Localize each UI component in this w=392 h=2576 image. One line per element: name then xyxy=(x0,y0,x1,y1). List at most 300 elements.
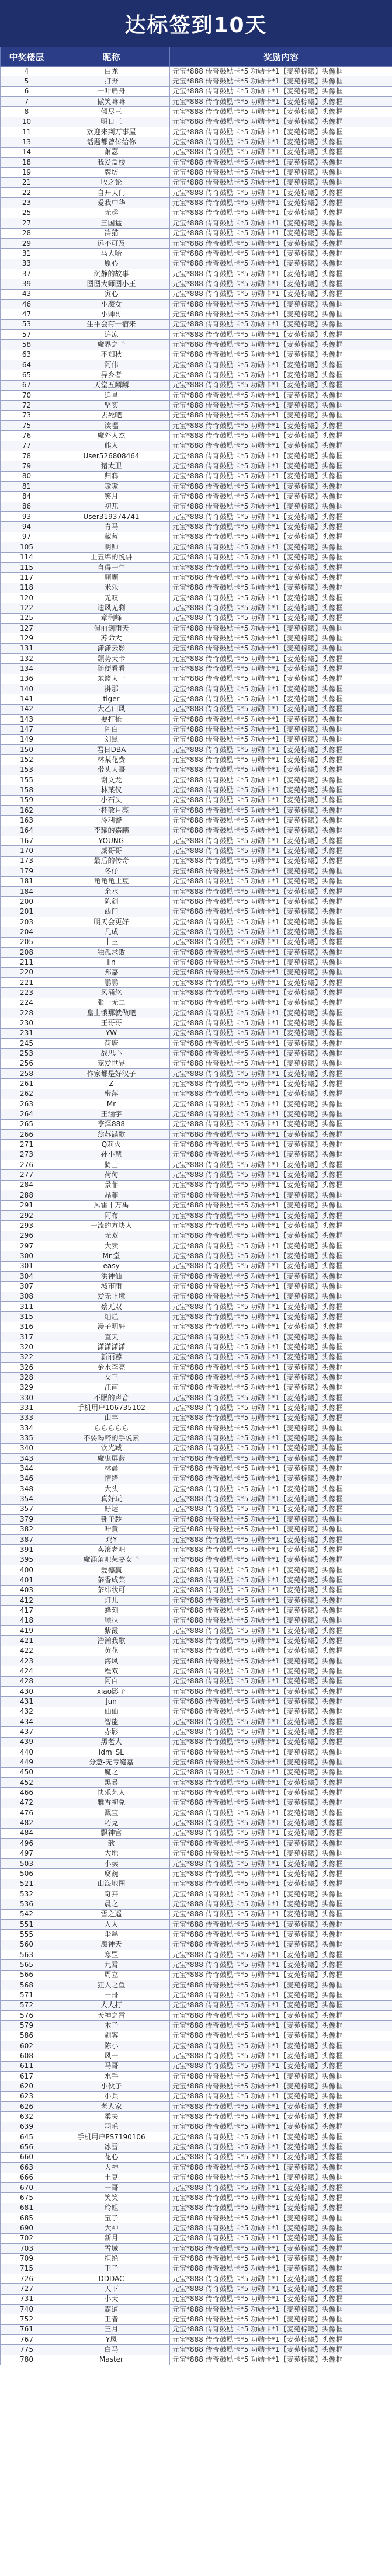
nickname-cell: 蜜萍 xyxy=(53,1089,170,1099)
table-row xyxy=(1,2193,392,2203)
reward-cell: 元宝*888 传奇鼓励卡*5 功勋卡*1【麦苑棕曦】头像框 xyxy=(170,1717,392,1727)
floor-cell: 94 xyxy=(1,522,53,532)
table-row xyxy=(1,218,392,228)
nickname-cell: 赤影 xyxy=(53,1727,170,1737)
table-row xyxy=(1,259,392,269)
reward-cell: 元宝*888 传奇鼓励卡*5 功勋卡*1【麦苑棕曦】头像框 xyxy=(170,2091,392,2101)
reward-cell: 元宝*888 传奇鼓励卡*5 功勋卡*1【麦苑棕曦】头像框 xyxy=(170,1524,392,1534)
table-row xyxy=(1,1059,392,1068)
reward-cell: 元宝*888 传奇鼓励卡*5 功勋卡*1【麦苑棕曦】头像框 xyxy=(170,664,392,674)
nickname-cell: 爱德赢 xyxy=(53,1565,170,1575)
floor-cell: 23 xyxy=(1,198,53,208)
table-row xyxy=(1,2264,392,2274)
reward-cell: 元宝*888 传奇鼓励卡*5 功勋卡*1【麦苑棕曦】头像框 xyxy=(170,1747,392,1757)
floor-cell: 300 xyxy=(1,1251,53,1261)
table-row xyxy=(1,86,392,96)
reward-cell: 元宝*888 传奇鼓励卡*5 功勋卡*1【麦苑棕曦】头像框 xyxy=(170,937,392,947)
floor-cell: 81 xyxy=(1,482,53,492)
nickname-cell: 女王 xyxy=(53,1373,170,1383)
reward-cell: 元宝*888 传奇鼓励卡*5 功勋卡*1【麦苑棕曦】头像框 xyxy=(170,391,392,401)
table-row xyxy=(1,1930,392,1940)
nickname-cell: 仙仙 xyxy=(53,1707,170,1717)
floor-cell: 4 xyxy=(1,67,53,76)
nickname-cell: 爱我中华 xyxy=(53,198,170,208)
table-row xyxy=(1,441,392,451)
table-row xyxy=(1,279,392,289)
floor-cell: 127 xyxy=(1,623,53,633)
reward-cell: 元宝*888 传奇鼓励卡*5 功勋卡*1【麦苑棕曦】头像框 xyxy=(170,1393,392,1403)
nickname-cell: 倾尽三 xyxy=(53,107,170,117)
floor-cell: 64 xyxy=(1,360,53,370)
nickname-cell: 饮光臧 xyxy=(53,1443,170,1453)
page-title: 达标签到10天 xyxy=(0,0,392,47)
reward-cell: 元宝*888 传奇鼓励卡*5 功勋卡*1【麦苑棕曦】头像框 xyxy=(170,1585,392,1595)
floor-cell: 256 xyxy=(1,1059,53,1068)
reward-cell: 元宝*888 传奇鼓励卡*5 功勋卡*1【麦苑棕曦】头像框 xyxy=(170,350,392,360)
nickname-cell: 白龙 xyxy=(53,67,170,76)
nickname-cell: 沉静的故事 xyxy=(53,269,170,279)
table-row xyxy=(1,988,392,998)
table-row xyxy=(1,1231,392,1241)
nickname-cell: 灯儿 xyxy=(53,1595,170,1605)
nickname-cell: 冷猫 xyxy=(53,228,170,238)
reward-cell: 元宝*888 传奇鼓励卡*5 功勋卡*1【麦苑棕曦】头像框 xyxy=(170,1676,392,1686)
floor-cell: 253 xyxy=(1,1049,53,1059)
table-row xyxy=(1,1039,392,1049)
table-row xyxy=(1,593,392,603)
nickname-cell: 老人家 xyxy=(53,2102,170,2112)
floor-cell: 77 xyxy=(1,441,53,451)
table-row xyxy=(1,1504,392,1514)
reward-cell: 元宝*888 传奇鼓励卡*5 功勋卡*1【麦苑棕曦】头像框 xyxy=(170,1970,392,1980)
reward-cell: 元宝*888 传奇鼓励卡*5 功勋卡*1【麦苑棕曦】头像框 xyxy=(170,471,392,481)
table-row xyxy=(1,1261,392,1271)
nickname-cell: 三国猛 xyxy=(53,218,170,228)
reward-cell: 元宝*888 传奇鼓励卡*5 功勋卡*1【麦苑棕曦】头像框 xyxy=(170,1180,392,1190)
nickname-cell: 霸道 xyxy=(53,2304,170,2314)
floor-cell: 317 xyxy=(1,1332,53,1342)
table-row xyxy=(1,1960,392,1970)
floor-cell: 18 xyxy=(1,158,53,168)
reward-cell: 元宝*888 传奇鼓励卡*5 功勋卡*1【麦苑棕曦】头像框 xyxy=(170,694,392,704)
floor-cell: 331 xyxy=(1,1403,53,1413)
table-row xyxy=(1,1818,392,1828)
nickname-cell: 林某花费 xyxy=(53,755,170,765)
reward-cell: 元宝*888 传奇鼓励卡*5 功勋卡*1【麦苑棕曦】头像框 xyxy=(170,1889,392,1899)
table-row xyxy=(1,97,392,107)
reward-cell: 元宝*888 传奇鼓励卡*5 功勋卡*1【麦苑棕曦】头像框 xyxy=(170,1788,392,1798)
table-row xyxy=(1,451,392,461)
reward-cell: 元宝*888 传奇鼓励卡*5 功勋卡*1【麦苑棕曦】头像框 xyxy=(170,401,392,410)
nickname-cell: 真好玩 xyxy=(53,1494,170,1504)
floor-cell: 6 xyxy=(1,86,53,96)
nickname-cell: 灿烂 xyxy=(53,1312,170,1322)
nickname-cell: 冬仔 xyxy=(53,866,170,876)
reward-cell: 元宝*888 传奇鼓励卡*5 功勋卡*1【麦苑棕曦】头像框 xyxy=(170,1950,392,1959)
reward-cell: 元宝*888 传奇鼓励卡*5 功勋卡*1【麦苑棕曦】头像框 xyxy=(170,1069,392,1079)
table-row xyxy=(1,715,392,725)
table-row xyxy=(1,1899,392,1909)
floor-cell: 476 xyxy=(1,1808,53,1818)
reward-cell: 元宝*888 传奇鼓励卡*5 功勋卡*1【麦苑棕曦】头像框 xyxy=(170,745,392,755)
reward-cell: 元宝*888 传奇鼓励卡*5 功勋卡*1【麦苑棕曦】头像框 xyxy=(170,502,392,511)
nickname-cell: 天堂五麟麟 xyxy=(53,380,170,390)
table-row xyxy=(1,2000,392,2010)
table-row xyxy=(1,1778,392,1788)
reward-cell: 元宝*888 传奇鼓励卡*5 功勋卡*1【麦苑棕曦】头像框 xyxy=(170,1119,392,1129)
floor-cell: 73 xyxy=(1,410,53,420)
reward-cell: 元宝*888 传奇鼓励卡*5 功勋卡*1【麦苑棕曦】头像框 xyxy=(170,907,392,917)
reward-cell: 元宝*888 传奇鼓励卡*5 功勋卡*1【麦苑棕曦】头像框 xyxy=(170,1636,392,1646)
reward-cell: 元宝*888 传奇鼓励卡*5 功勋卡*1【麦苑棕曦】头像框 xyxy=(170,1575,392,1585)
nickname-cell: 笑笑 xyxy=(53,2193,170,2203)
table-row xyxy=(1,2254,392,2264)
floor-cell: 147 xyxy=(1,725,53,734)
nickname-cell: 金水李亮 xyxy=(53,1363,170,1373)
table-row xyxy=(1,1342,392,1352)
nickname-cell: 新丽蓉 xyxy=(53,1352,170,1362)
table-row xyxy=(1,1879,392,1889)
nickname-cell: 天神之雷 xyxy=(53,2011,170,2021)
reward-cell: 元宝*888 传奇鼓励卡*5 功勋卡*1【麦苑棕曦】头像框 xyxy=(170,1625,392,1635)
floor-cell: 70 xyxy=(1,391,53,401)
nickname-cell: 初兀 xyxy=(53,502,170,511)
floor-cell: 150 xyxy=(1,745,53,755)
table-row xyxy=(1,856,392,866)
nickname-cell: 随便看看 xyxy=(53,664,170,674)
nickname-cell: 茶纬状可 xyxy=(53,1585,170,1595)
reward-cell: 元宝*888 传奇鼓励卡*5 功勋卡*1【麦苑棕曦】头像框 xyxy=(170,643,392,653)
nickname-cell: 白马 xyxy=(53,2345,170,2355)
table-row xyxy=(1,1980,392,1990)
reward-cell: 元宝*888 传奇鼓励卡*5 功勋卡*1【麦苑棕曦】头像框 xyxy=(170,1595,392,1605)
table-row xyxy=(1,147,392,157)
table-row xyxy=(1,238,392,248)
floor-cell: 179 xyxy=(1,866,53,876)
table-row xyxy=(1,2203,392,2213)
nickname-cell: 一杯敬月亮 xyxy=(53,806,170,816)
nickname-cell: 张一无二 xyxy=(53,998,170,1008)
nickname-cell: 奇卉 xyxy=(53,1889,170,1899)
reward-cell: 元宝*888 传奇鼓励卡*5 功勋卡*1【麦苑棕曦】头像框 xyxy=(170,1534,392,1544)
table-row xyxy=(1,886,392,896)
table-row xyxy=(1,1373,392,1383)
reward-cell: 元宝*888 传奇鼓励卡*5 功勋卡*1【麦苑棕曦】头像框 xyxy=(170,177,392,187)
table-row xyxy=(1,482,392,492)
floor-cell: 382 xyxy=(1,1524,53,1534)
nickname-cell: 山海地图 xyxy=(53,1879,170,1889)
floor-cell: 572 xyxy=(1,2000,53,2010)
floor-cell: 466 xyxy=(1,1788,53,1798)
table-row xyxy=(1,1909,392,1919)
table-row xyxy=(1,137,392,147)
table-row xyxy=(1,1666,392,1676)
floor-cell: 340 xyxy=(1,1443,53,1453)
floor-cell: 752 xyxy=(1,2314,53,2324)
reward-cell: 元宝*888 传奇鼓励卡*5 功勋卡*1【麦苑棕曦】头像框 xyxy=(170,2051,392,2061)
table-row xyxy=(1,1464,392,1474)
floor-cell: 681 xyxy=(1,2203,53,2213)
nickname-cell: 木子 xyxy=(53,2021,170,2031)
nickname-cell: YOUNG xyxy=(53,836,170,846)
reward-cell: 元宝*888 传奇鼓励卡*5 功勋卡*1【麦苑棕曦】头像框 xyxy=(170,2122,392,2132)
floor-cell: 46 xyxy=(1,299,53,309)
table-row xyxy=(1,927,392,937)
reward-cell: 元宝*888 传奇鼓励卡*5 功勋卡*1【麦苑棕曦】头像框 xyxy=(170,2274,392,2283)
table-row xyxy=(1,745,392,755)
table-row xyxy=(1,664,392,674)
reward-cell: 元宝*888 传奇鼓励卡*5 功勋卡*1【麦苑棕曦】头像框 xyxy=(170,1190,392,1200)
table-row xyxy=(1,319,392,329)
reward-cell: 元宝*888 传奇鼓励卡*5 功勋卡*1【麦苑棕曦】头像框 xyxy=(170,2243,392,2253)
floor-cell: 316 xyxy=(1,1322,53,1332)
reward-cell: 元宝*888 传奇鼓励卡*5 功勋卡*1【麦苑棕曦】头像框 xyxy=(170,552,392,562)
reward-cell: 元宝*888 传奇鼓励卡*5 功勋卡*1【麦苑棕曦】头像框 xyxy=(170,2314,392,2324)
nickname-cell: 雪之遥 xyxy=(53,1909,170,1919)
reward-cell: 元宝*888 传奇鼓励卡*5 功勋卡*1【麦苑棕曦】头像框 xyxy=(170,421,392,431)
floor-cell: 292 xyxy=(1,1210,53,1220)
floor-cell: 141 xyxy=(1,694,53,704)
floor-cell: 675 xyxy=(1,2193,53,2203)
floor-cell: 11 xyxy=(1,127,53,137)
table-row xyxy=(1,1707,392,1717)
floor-cell: 328 xyxy=(1,1373,53,1383)
reward-cell: 元宝*888 传奇鼓励卡*5 功勋卡*1【麦苑棕曦】头像框 xyxy=(170,674,392,684)
table-row xyxy=(1,1008,392,1018)
floor-cell: 22 xyxy=(1,188,53,198)
floor-cell: 264 xyxy=(1,1109,53,1119)
reward-cell: 元宝*888 传奇鼓励卡*5 功勋卡*1【麦苑棕曦】头像框 xyxy=(170,76,392,86)
reward-cell: 元宝*888 传奇鼓励卡*5 功勋卡*1【麦苑棕曦】头像框 xyxy=(170,2335,392,2345)
nickname-cell: 柔夫 xyxy=(53,2112,170,2122)
floor-cell: 170 xyxy=(1,846,53,856)
nickname-cell: 黑老大 xyxy=(53,1737,170,1747)
floor-cell: 276 xyxy=(1,1160,53,1170)
reward-cell: 元宝*888 传奇鼓励卡*5 功勋卡*1【麦苑棕曦】头像框 xyxy=(170,573,392,583)
nickname-cell: 水手 xyxy=(53,2072,170,2081)
floor-cell: 164 xyxy=(1,826,53,836)
reward-cell: 元宝*888 传奇鼓励卡*5 功勋卡*1【麦苑棕曦】头像框 xyxy=(170,1504,392,1514)
floor-cell: 266 xyxy=(1,1130,53,1140)
nickname-cell: 马大哈 xyxy=(53,249,170,259)
nickname-cell: 林某仪 xyxy=(53,785,170,795)
table-row xyxy=(1,2345,392,2355)
floor-cell: 400 xyxy=(1,1565,53,1575)
table-row xyxy=(1,1312,392,1322)
reward-cell: 元宝*888 传奇鼓励卡*5 功勋卡*1【麦苑棕曦】头像框 xyxy=(170,147,392,157)
table-row xyxy=(1,998,392,1008)
nickname-cell: 鹏鹏 xyxy=(53,977,170,987)
nickname-cell: 阿伟 xyxy=(53,360,170,370)
nickname-cell: 嗷嗷 xyxy=(53,482,170,492)
nickname-cell: 陈剑 xyxy=(53,897,170,907)
table-row xyxy=(1,1656,392,1666)
table-row xyxy=(1,2021,392,2031)
nickname-cell: 苏命大 xyxy=(53,633,170,643)
table-row xyxy=(1,1484,392,1494)
floor-cell: 532 xyxy=(1,1889,53,1899)
nickname-cell: 几成 xyxy=(53,927,170,937)
nickname-cell: Mr.堂 xyxy=(53,1251,170,1261)
floor-cell: 277 xyxy=(1,1170,53,1180)
nickname-cell: 大地 xyxy=(53,1849,170,1858)
reward-cell: 元宝*888 传奇鼓励卡*5 功勋卡*1【麦苑棕曦】头像框 xyxy=(170,1413,392,1423)
floor-cell: 140 xyxy=(1,684,53,694)
table-row xyxy=(1,249,392,259)
nickname-cell: 威哥哥 xyxy=(53,846,170,856)
table-row xyxy=(1,2284,392,2294)
header-reward: 奖励内容 xyxy=(170,47,392,67)
floor-cell: 555 xyxy=(1,1930,53,1940)
table-row xyxy=(1,1383,392,1393)
floor-cell: 379 xyxy=(1,1515,53,1524)
table-row xyxy=(1,603,392,613)
table-row xyxy=(1,613,392,623)
nickname-cell: Y凤 xyxy=(53,2335,170,2345)
floor-cell: 551 xyxy=(1,1919,53,1929)
table-row xyxy=(1,562,392,572)
nickname-cell: 海风 xyxy=(53,1656,170,1666)
table-row xyxy=(1,391,392,401)
reward-cell: 元宝*888 传奇鼓励卡*5 功勋卡*1【麦苑棕曦】头像框 xyxy=(170,1879,392,1889)
nickname-cell: 东篮大一 xyxy=(53,674,170,684)
table-row xyxy=(1,1140,392,1150)
winners-table xyxy=(0,47,392,2365)
table-row xyxy=(1,1757,392,1767)
nickname-cell: 一哥 xyxy=(53,1990,170,2000)
nickname-cell: 羽毛 xyxy=(53,2122,170,2132)
floor-cell: 7 xyxy=(1,97,53,107)
nickname-cell: 荷塘 xyxy=(53,1039,170,1049)
reward-cell: 元宝*888 传奇鼓励卡*5 功勋卡*1【麦苑棕曦】头像框 xyxy=(170,1727,392,1737)
nickname-cell: 分意-无亏缝嘉 xyxy=(53,1757,170,1767)
floor-cell: 153 xyxy=(1,765,53,775)
floor-cell: 401 xyxy=(1,1575,53,1585)
floor-cell: 439 xyxy=(1,1737,53,1747)
reward-cell: 元宝*888 传奇鼓励卡*5 功勋卡*1【麦苑棕曦】头像框 xyxy=(170,1049,392,1059)
reward-cell: 元宝*888 传奇鼓励卡*5 功勋卡*1【麦苑棕曦】头像框 xyxy=(170,1565,392,1575)
floor-cell: 346 xyxy=(1,1474,53,1484)
floor-cell: 497 xyxy=(1,1849,53,1858)
nickname-cell: idm_SL xyxy=(53,1747,170,1757)
floor-cell: 348 xyxy=(1,1484,53,1494)
table-row xyxy=(1,1160,392,1170)
nickname-cell: 黑暴 xyxy=(53,1778,170,1788)
nickname-cell: 爱无止境 xyxy=(53,1292,170,1301)
floor-cell: 344 xyxy=(1,1464,53,1474)
table-row xyxy=(1,1515,392,1524)
floor-cell: 122 xyxy=(1,603,53,613)
nickname-cell: 追星 xyxy=(53,391,170,401)
table-row xyxy=(1,2072,392,2081)
table-row xyxy=(1,1241,392,1251)
reward-cell: 元宝*888 传奇鼓励卡*5 功勋卡*1【麦苑棕曦】头像框 xyxy=(170,1656,392,1666)
reward-cell: 元宝*888 传奇鼓励卡*5 功勋卡*1【麦苑棕曦】头像框 xyxy=(170,2324,392,2334)
reward-cell: 元宝*888 传奇鼓励卡*5 功勋卡*1【麦苑棕曦】头像框 xyxy=(170,370,392,380)
floor-cell: 297 xyxy=(1,1241,53,1251)
nickname-cell: 新月 xyxy=(53,2233,170,2243)
reward-cell: 元宝*888 传奇鼓励卡*5 功勋卡*1【麦苑棕曦】头像框 xyxy=(170,856,392,866)
reward-cell: 元宝*888 传奇鼓励卡*5 功勋卡*1【麦苑棕曦】头像框 xyxy=(170,1869,392,1879)
floor-cell: 330 xyxy=(1,1393,53,1403)
nickname-cell: 林晨 xyxy=(53,1464,170,1474)
nickname-cell: 叶黄 xyxy=(53,1524,170,1534)
table-row xyxy=(1,2324,392,2334)
nickname-cell: xiao影子 xyxy=(53,1687,170,1697)
reward-cell: 元宝*888 传奇鼓励卡*5 功勋卡*1【麦苑棕曦】头像框 xyxy=(170,725,392,734)
table-row xyxy=(1,977,392,987)
floor-cell: 343 xyxy=(1,1454,53,1464)
table-row xyxy=(1,1545,392,1555)
reward-cell: 元宝*888 传奇鼓励卡*5 功勋卡*1【麦苑棕曦】头像框 xyxy=(170,2233,392,2243)
table-row xyxy=(1,2314,392,2324)
table-row xyxy=(1,1119,392,1129)
table-row xyxy=(1,2355,392,2365)
reward-cell: 元宝*888 传奇鼓励卡*5 功勋卡*1【麦苑棕曦】头像框 xyxy=(170,1292,392,1301)
nickname-cell: 智能 xyxy=(53,1717,170,1727)
floor-cell: 568 xyxy=(1,1980,53,1990)
reward-cell: 元宝*888 传奇鼓励卡*5 功勋卡*1【麦苑棕曦】头像框 xyxy=(170,917,392,927)
reward-cell: 元宝*888 传奇鼓励卡*5 功勋卡*1【麦苑棕曦】头像框 xyxy=(170,795,392,805)
table-row xyxy=(1,1828,392,1838)
table-row xyxy=(1,1322,392,1332)
reward-cell: 元宝*888 传奇鼓励卡*5 功勋卡*1【麦苑棕曦】头像框 xyxy=(170,461,392,471)
table-row xyxy=(1,1636,392,1646)
nickname-cell: 三月 xyxy=(53,2324,170,2334)
nickname-cell: 收之论 xyxy=(53,177,170,187)
table-row xyxy=(1,168,392,177)
table-row xyxy=(1,1646,392,1656)
table-row xyxy=(1,583,392,593)
reward-cell: 元宝*888 传奇鼓励卡*5 功勋卡*1【麦苑棕曦】头像框 xyxy=(170,947,392,957)
nickname-cell: 追凉 xyxy=(53,329,170,339)
nickname-cell: 土豆 xyxy=(53,2173,170,2182)
floor-cell: 320 xyxy=(1,1342,53,1352)
nickname-cell: 王者 xyxy=(53,2314,170,2324)
table-row xyxy=(1,897,392,907)
floor-cell: 403 xyxy=(1,1585,53,1595)
table-row xyxy=(1,704,392,714)
table-row xyxy=(1,1697,392,1707)
nickname-cell: 宣天 xyxy=(53,1332,170,1342)
reward-cell: 元宝*888 传奇鼓励卡*5 功勋卡*1【麦苑棕曦】头像框 xyxy=(170,1443,392,1453)
nickname-cell: 欢迎来到万事屋 xyxy=(53,127,170,137)
floor-cell: 726 xyxy=(1,2274,53,2283)
table-row xyxy=(1,177,392,187)
nickname-cell: 明帅 xyxy=(53,542,170,552)
reward-cell: 元宝*888 传奇鼓励卡*5 功勋卡*1【麦苑棕曦】头像框 xyxy=(170,2355,392,2365)
table-row xyxy=(1,289,392,299)
floor-cell: 117 xyxy=(1,573,53,583)
reward-cell: 元宝*888 传奇鼓励卡*5 功勋卡*1【麦苑棕曦】头像框 xyxy=(170,2112,392,2122)
table-row xyxy=(1,1079,392,1089)
floor-cell: 63 xyxy=(1,350,53,360)
table-row xyxy=(1,633,392,643)
nickname-cell: 手机用户PS7190106 xyxy=(53,2132,170,2142)
table-row xyxy=(1,1271,392,1281)
nickname-cell: 剑客 xyxy=(53,2031,170,2041)
reward-cell: 元宝*888 传奇鼓励卡*5 功勋卡*1【麦苑棕曦】头像框 xyxy=(170,1150,392,1160)
floor-cell: 220 xyxy=(1,967,53,977)
reward-cell: 元宝*888 传奇鼓励卡*5 功勋卡*1【麦苑棕曦】头像框 xyxy=(170,2254,392,2264)
nickname-cell: 原心 xyxy=(53,259,170,269)
table-row xyxy=(1,1282,392,1292)
nickname-cell: 人人 xyxy=(53,1919,170,1929)
floor-cell: 284 xyxy=(1,1180,53,1190)
reward-cell: 元宝*888 传奇鼓励卡*5 功勋卡*1【麦苑棕曦】头像框 xyxy=(170,1474,392,1484)
table-row xyxy=(1,1687,392,1697)
nickname-cell: 不知秋 xyxy=(53,350,170,360)
